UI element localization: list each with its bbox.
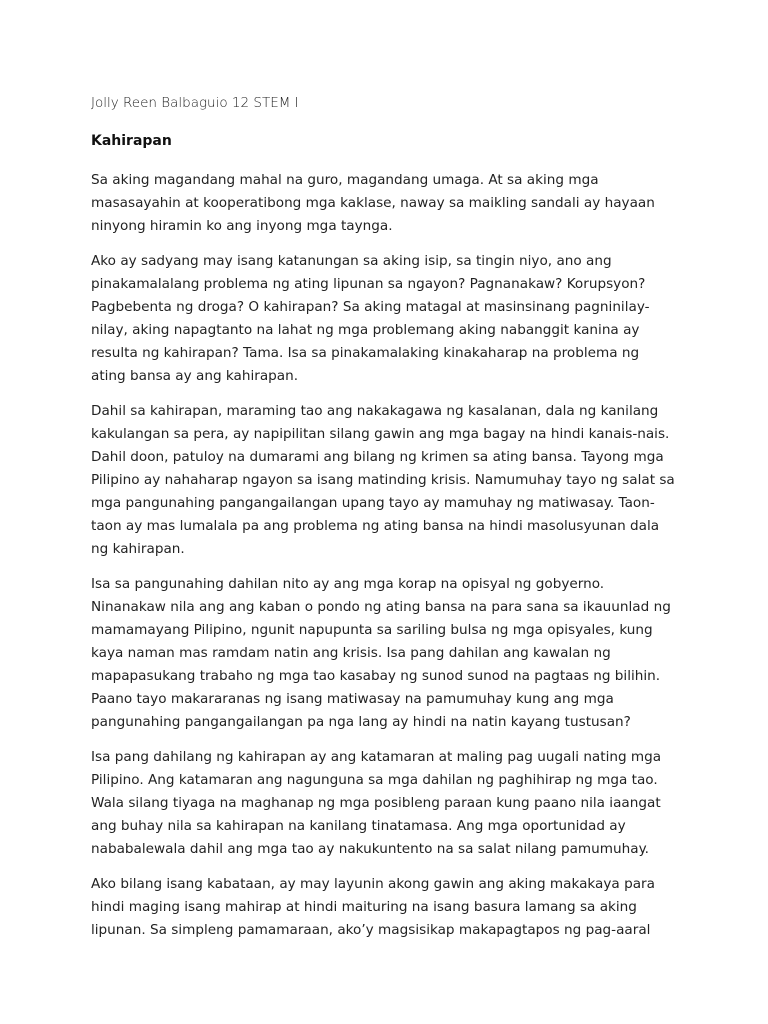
paragraph-line: Ninanakaw nila ang ang kaban o pondo ng ating bansa na para sana sa ikauunlad ng [91, 599, 671, 615]
document-title: Kahirapan [91, 133, 172, 149]
paragraph-line: hindi maging isang mahirap at hindi maituring na isang basura lamang sa aking [91, 899, 637, 915]
paragraph [91, 400, 691, 561]
paragraph-line: mga pangunahing pangangailangan upang tayo ay mamuhay ng matiwasay. Taon- [91, 495, 655, 511]
paragraph-line: Paano tayo makararanas ng isang matiwasay na pamumuhay kung ang mga [91, 691, 614, 707]
paragraph [91, 169, 691, 238]
paragraph-line: Isa sa pangunahing dahilan nito ay ang mga korap na opisyal ng gobyerno. [91, 576, 605, 592]
paragraph-line: Isa pang dahilang ng kahirapan ay ang katamaran at maling pag uugali nating mga [91, 749, 662, 765]
paragraph [91, 746, 691, 861]
paragraph-line: nilay, aking napagtanto na lahat ng mga problemang aking nabanggit kanina ay [91, 322, 640, 338]
paragraph-line: Pilipino. Ang katamaran ang nagunguna sa mga dahilan ng paghihirap ng mga tao. [91, 772, 658, 788]
paragraph-line: ating bansa ay ang kahirapan. [91, 368, 299, 384]
paragraph-line: Ako ay sadyang may isang katanungan sa aking isip, sa tingin niyo, ano ang [91, 253, 612, 269]
paragraph-line: pangunahing pangangailangan pa nga lang ay hindi na natin kayang tustusan? [91, 714, 631, 730]
paragraph-line: nababalewala dahil ang mga tao ay nakukuntento na sa salat nilang pamumuhay. [91, 841, 649, 857]
paragraph-line: Pilipino ay nahaharap ngayon sa isang matinding krisis. Namumuhay tayo ng salat sa [91, 472, 675, 488]
paragraph-line: ang buhay nila sa kahirapan na kanilang tinatamasa. Ang mga oportunidad ay [91, 818, 626, 834]
paragraph-line: lipunan. Sa simpleng pamamaraan, ako’y magsisikap makapagtapos ng pag-aaral [91, 922, 651, 938]
paragraph-line: Dahil doon, patuloy na dumarami ang bilang ng krimen sa ating bansa. Tayong mga [91, 449, 664, 465]
paragraph-line: Dahil sa kahirapan, maraming tao ang nakakagawa ng kasalanan, dala ng kanilang [91, 403, 659, 419]
paragraph-line: kakulangan sa pera, ay napipilitan silang gawin ang mga bagay na hindi kanais-nais. [91, 426, 670, 442]
paragraph-list [91, 169, 691, 942]
paragraph-line: ng kahirapan. [91, 541, 185, 557]
paragraph-line: masasayahin at kooperatibong mga kaklase, naway sa maikling sandali ay hayaan [91, 195, 655, 211]
paragraph-line: Sa aking magandang mahal na guro, magandang umaga. At sa aking mga [91, 172, 599, 188]
paragraph-line: ninyong hiramin ko ang inyong mga taynga. [91, 218, 393, 234]
paragraph [91, 250, 691, 388]
paragraph-line: kaya naman mas ramdam natin ang krisis. Isa pang dahilan ang kawalan ng [91, 645, 611, 661]
paragraph-line: Ako bilang isang kabataan, ay may layunin akong gawin ang aking makakaya para [91, 876, 655, 892]
document-body [91, 92, 691, 954]
paragraph-line: Pagbebenta ng droga? O kahirapan? Sa aking matagal at masinsinang pagninilay- [91, 299, 650, 315]
author-line: Jolly Reen Balbaguio 12 STEM I [91, 95, 299, 111]
paragraph-line: taon ay mas lumalala pa ang problema ng ating bansa na hindi masolusyunan dala [91, 518, 660, 534]
paragraph [91, 873, 691, 942]
paragraph-line: mamamayang Pilipino, ngunit napupunta sa sariling bulsa ng mga opisyales, kung [91, 622, 653, 638]
paragraph-line: mapapasukang trabaho ng mga tao kasabay ng sunod sunod na pagtaas ng bilihin. [91, 668, 661, 684]
paragraph-line: pinakamalalang problema ng ating lipunan sa ngayon? Pagnanakaw? Korupsyon? [91, 276, 646, 292]
paragraph-line: resulta ng kahirapan? Tama. Isa sa pinakamalaking kinakaharap na problema ng [91, 345, 640, 361]
paragraph-line: Wala silang tiyaga na maghanap ng mga posibleng paraan kung paano nila iaangat [91, 795, 661, 811]
paragraph [91, 573, 691, 734]
